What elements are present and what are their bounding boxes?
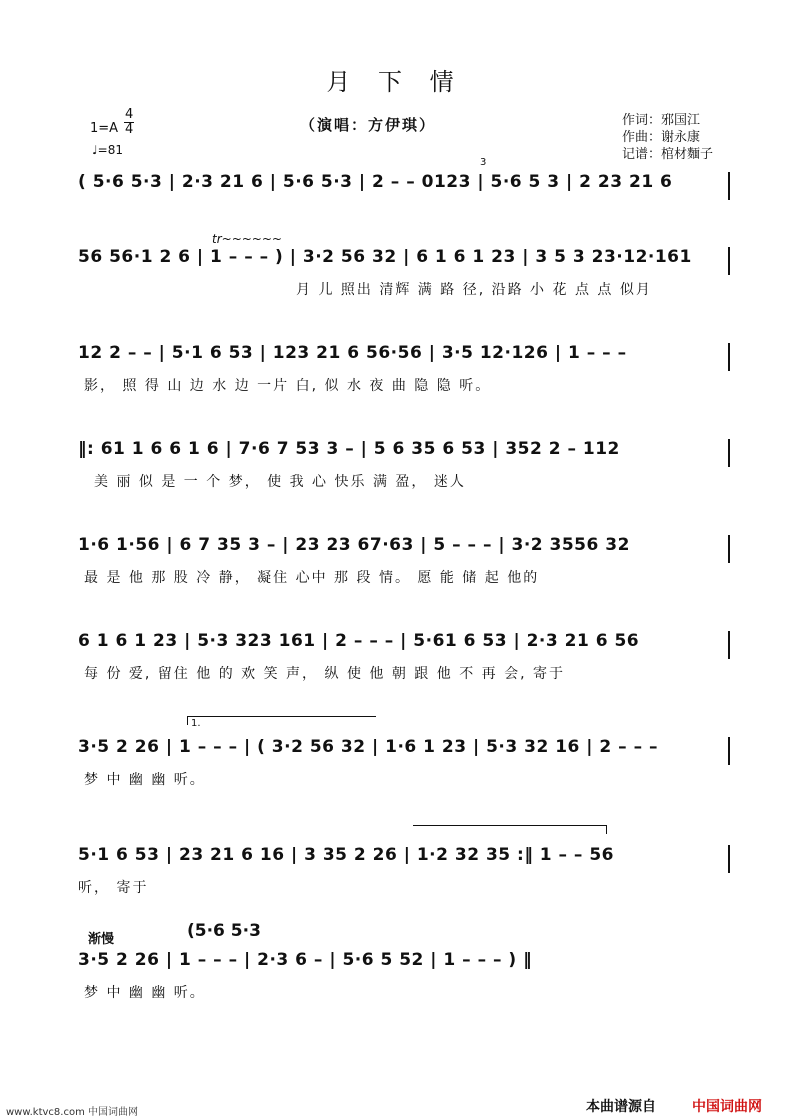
- source-label: 本曲谱源自: [586, 1099, 656, 1115]
- site-watermark: www.ktvc8.com 中国词曲网: [6, 1107, 139, 1118]
- barline: [728, 439, 730, 467]
- lyrics-row-5: 最 是 他 那 股 冷 静， 凝住 心中 那 段 情。 愿 能 储 起 他的: [84, 570, 540, 586]
- key-signature: 1=A: [90, 121, 119, 136]
- volta-bracket-2: [413, 825, 607, 834]
- score-row-8: [78, 845, 730, 896]
- barline: [728, 845, 730, 873]
- tempo-slow-mark: 渐慢: [88, 932, 115, 947]
- notes-row-4: ‖: 61 1 6 6 1 6 | 7·6 7 53 3 – | 5 6 35 6 53 | 352 2 – 112: [78, 439, 620, 459]
- time-signature-bottom: 4: [125, 122, 134, 137]
- notes-row-5: 1·6 1·56 | 6 7 35 3 – | 23 23 67·63 | 5 – – – | 3·2 3556 32: [78, 535, 630, 555]
- notes-row-6: 6 1 6 1 23 | 5·3 323 161 | 2 – – – | 5·61 6 53 | 2·3 21 6 56: [78, 631, 640, 651]
- score-row-5: [78, 535, 730, 586]
- barline: [728, 172, 730, 200]
- intro-phrase: (5·6 5·3: [187, 921, 261, 941]
- song-title: 月 下 情: [326, 68, 464, 96]
- barline: [728, 247, 730, 275]
- notes-row-1: ( 5·6 5·3 | 2·3 21 6 | 5·6 5·3 | 2 – – 0123 | 5·6 5 3 | 2 23 21 6: [78, 172, 673, 192]
- notes-row-9: 3·5 2 26 | 1 – – – | 2·3 6 – | 5·6 5 52 | 1 – – – ) ‖: [78, 950, 533, 970]
- notes-row-7: 3·5 2 26 | 1 – – – | ( 3·2 56 32 | 1·6 1 23 | 5·3 32 16 | 2 – – –: [78, 737, 658, 757]
- lyricist-credit: 作词：邪国江: [622, 113, 701, 128]
- lyrics-row-7: 梦 中 幽 幽 听。: [84, 772, 206, 788]
- trill-mark: tr~~~~~~: [212, 232, 282, 246]
- barline: [728, 535, 730, 563]
- score-row-6: [78, 631, 730, 682]
- singer-credit: （演唱：方伊琪）: [300, 116, 437, 134]
- barline: [728, 737, 730, 765]
- score-row-7: [78, 737, 730, 788]
- score-row-1: [78, 172, 730, 206]
- transcriber-credit: 记谱：棺材麵子: [622, 147, 714, 162]
- lyrics-row-2: 月 儿 照出 清辉 满 路 径, 沿路 小 花 点 点 似月: [296, 282, 652, 298]
- volta-label: 1.: [191, 718, 201, 729]
- lyrics-row-9: 梦 中 幽 幽 听。: [84, 985, 206, 1001]
- triplet-mark: 3: [480, 157, 487, 168]
- lyrics-row-8: 听， 寄于: [78, 880, 149, 896]
- time-signature-top: 4: [125, 107, 134, 122]
- barline: [728, 343, 730, 371]
- notes-row-8: 5·1 6 53 | 23 21 6 16 | 3 35 2 26 | 1·2 32 35 :‖ 1 – – 56: [78, 845, 615, 865]
- brand-link[interactable]: 中国词曲网: [692, 1099, 762, 1115]
- score-row-4: [78, 439, 730, 490]
- volta-bracket-1: [187, 716, 376, 729]
- time-signature: [124, 108, 134, 137]
- score-row-9: [78, 950, 730, 1001]
- lyrics-row-6: 每 份 爱, 留住 他 的 欢 笑 声， 纵 使 他 朝 跟 他 不 再 会, 寄于: [84, 666, 566, 682]
- lyrics-row-3: 影， 照 得 山 边 水 边 一片 白, 似 水 夜 曲 隐 隐 听。: [84, 378, 492, 394]
- tempo-mark: ♩=81: [92, 143, 123, 157]
- lyrics-row-4: 美 丽 似 是 一 个 梦， 使 我 心 快乐 满 盈， 迷人: [94, 474, 466, 490]
- notes-row-3: 12 2 – – | 5·1 6 53 | 123 21 6 56·56 | 3·5 12·126 | 1 – – –: [78, 343, 627, 363]
- notes-row-2: 56 56·1 2 6 | 1 – – – ) | 3·2 56 32 | 6 1 6 1 23 | 3 5 3 23·12·161: [78, 247, 692, 267]
- score-row-3: [78, 343, 730, 394]
- barline: [728, 631, 730, 659]
- score-row-2: [78, 247, 730, 298]
- composer-credit: 作曲：谢永康: [622, 130, 701, 145]
